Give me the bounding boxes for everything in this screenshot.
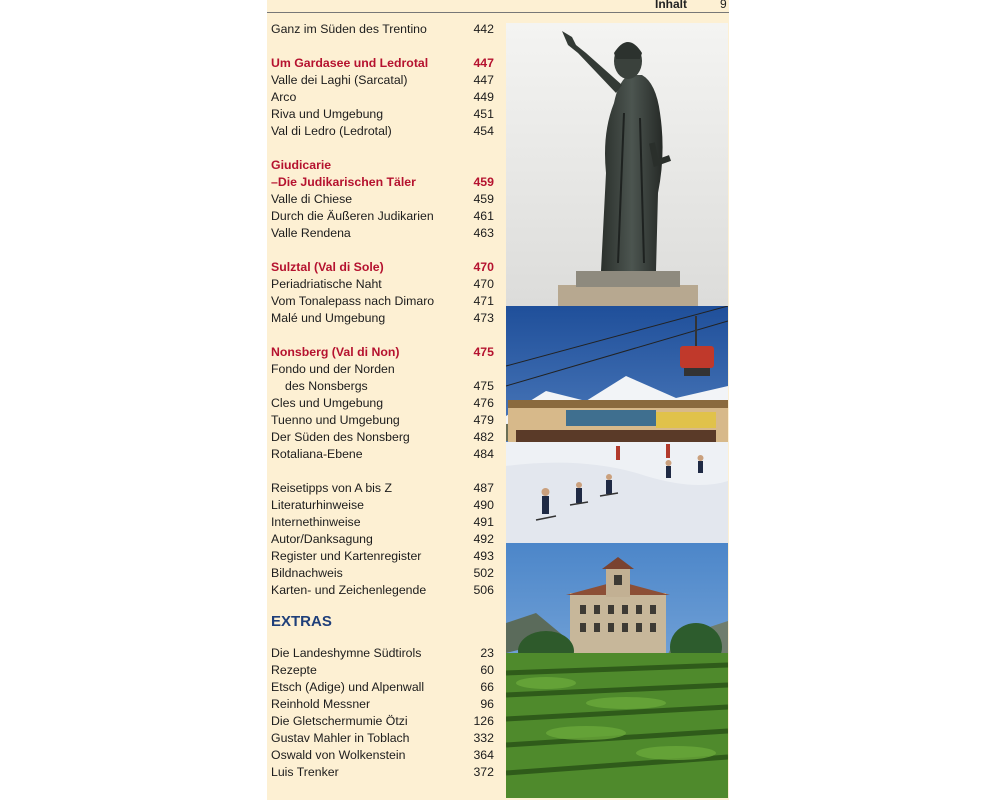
toc-entry-page: 470 (473, 277, 494, 291)
toc-entry-page: 23 (480, 646, 494, 660)
toc-entry[interactable] (271, 72, 494, 89)
toc-entry-page: 482 (473, 430, 494, 444)
toc-entry-label: Giudicarie (271, 158, 332, 172)
toc-entry-label: Reinhold Messner (271, 697, 371, 711)
toc-entry[interactable] (271, 497, 494, 514)
toc-entry[interactable] (271, 191, 494, 208)
toc-entry-page: 449 (473, 90, 494, 104)
toc-entry-label: Karten- und Zeichenlegende (271, 583, 427, 597)
toc-entry-label: Register und Kartenregister (271, 549, 422, 563)
toc-entry[interactable] (271, 208, 494, 225)
toc-entry-page: 484 (473, 447, 494, 461)
toc-entry[interactable] (271, 531, 494, 548)
toc-entry-label: Rotaliana-Ebene (271, 447, 363, 461)
toc-entry[interactable] (271, 412, 494, 429)
toc-entry-page: 126 (473, 714, 494, 728)
toc-entry-page: 454 (473, 124, 494, 138)
toc-entry-page: 479 (473, 413, 494, 427)
toc-entry-page: 473 (473, 311, 494, 325)
toc-entry-page: 447 (473, 73, 494, 87)
toc-entry-label: Val di Ledro (Ledrotal) (271, 124, 392, 138)
toc-entry-page: 451 (473, 107, 494, 121)
toc-entry-page: 459 (473, 192, 494, 206)
toc-entry-label: Reisetipps von A bis Z (271, 481, 392, 495)
toc-entry-page: 442 (473, 22, 494, 36)
toc-entry-page: 463 (473, 226, 494, 240)
toc-entry-label: Rezepte (271, 663, 317, 677)
toc-entry[interactable] (271, 310, 494, 327)
toc-entry[interactable] (271, 89, 494, 106)
toc-entry-label: Die Gletschermumie Ötzi (271, 714, 408, 728)
toc-entry[interactable] (271, 123, 494, 140)
toc-entry-label: Oswald von Wolkenstein (271, 748, 406, 762)
toc-entry-label: Internethinweise (271, 515, 361, 529)
toc-entry-page: 372 (473, 765, 494, 779)
toc-entry-page: 459 (473, 175, 494, 189)
toc-entry[interactable] (271, 548, 494, 565)
table-of-contents (271, 21, 494, 781)
toc-entry[interactable] (271, 395, 494, 412)
book-page (267, 0, 729, 800)
toc-entry-label: Fondo und der Norden (271, 362, 395, 376)
spacer (271, 463, 494, 480)
toc-entry-label: Sulztal (Val di Sole) (271, 260, 384, 274)
toc-entry-label: Literaturhinweise (271, 498, 364, 512)
toc-entry-label: Cles und Umgebung (271, 396, 384, 410)
toc-entry-page: 364 (473, 748, 494, 762)
toc-entry-label: Durch die Äußeren Judikarien (271, 209, 434, 223)
toc-entry[interactable] (271, 276, 494, 293)
toc-entry-label: Arco (271, 90, 297, 104)
toc-entry-page: 471 (473, 294, 494, 308)
toc-entry[interactable] (271, 565, 494, 582)
extras-entry[interactable] (271, 662, 494, 679)
toc-entry-label: Ganz im Süden des Trentino (271, 22, 427, 36)
toc-entry-page: 447 (473, 56, 494, 70)
toc-entry-page: 475 (473, 345, 494, 359)
toc-entry[interactable] (271, 480, 494, 497)
toc-entry-page: 490 (473, 498, 494, 512)
toc-entry-page: 492 (473, 532, 494, 546)
toc-entry-page: 506 (473, 583, 494, 597)
extras-entry[interactable] (271, 764, 494, 781)
toc-entry-page: 470 (473, 260, 494, 274)
toc-entry-page: 475 (473, 379, 494, 393)
toc-entry-page: 476 (473, 396, 494, 410)
toc-entry[interactable] (271, 378, 494, 395)
toc-entry-label: Periadriatische Naht (271, 277, 382, 291)
spacer (271, 242, 494, 259)
toc-entry-label: Valle Rendena (271, 226, 351, 240)
toc-entry-page: 96 (480, 697, 494, 711)
toc-entry-label: Riva und Umgebung (271, 107, 384, 121)
toc-entry[interactable] (271, 361, 494, 378)
toc-entry-label: Gustav Mahler in Toblach (271, 731, 410, 745)
castle-photo (506, 543, 728, 798)
toc-section-heading[interactable] (271, 55, 494, 72)
toc-entry-label: –Die Judikarischen Täler (271, 175, 416, 189)
extras-entry[interactable] (271, 713, 494, 730)
toc-entry-label: Etsch (Adige) und Alpenwall (271, 680, 425, 694)
extras-entry[interactable] (271, 696, 494, 713)
header-page-number: 9 (720, 0, 727, 11)
spacer (271, 327, 494, 344)
toc-entry[interactable] (271, 582, 494, 599)
toc-entry[interactable] (271, 293, 494, 310)
toc-section-heading[interactable] (271, 174, 494, 191)
header-title: Inhalt (655, 0, 687, 11)
toc-entry-label: Um Gardasee und Ledrotal (271, 56, 429, 70)
toc-entry-page: 491 (473, 515, 494, 529)
toc-entry-label: Bildnachweis (271, 566, 343, 580)
extras-entry[interactable] (271, 730, 494, 747)
toc-entry-label: des Nonsbergs (285, 379, 368, 393)
toc-entry-label: Nonsberg (Val di Non) (271, 345, 400, 359)
extras-entry[interactable] (271, 679, 494, 696)
statue-photo (506, 23, 728, 306)
toc-entry-label: Valle dei Laghi (Sarcatal) (271, 73, 408, 87)
toc-entry[interactable] (271, 21, 494, 38)
extras-entry[interactable] (271, 747, 494, 764)
toc-entry-label: Autor/Danksagung (271, 532, 373, 546)
toc-entry-label: Die Landeshymne Südtirols (271, 646, 422, 660)
toc-entry-page: 502 (473, 566, 494, 580)
toc-entry-label: Luis Trenker (271, 765, 339, 779)
toc-entry-label: Malé und Umgebung (271, 311, 386, 325)
photo-column (506, 23, 728, 798)
toc-entry-page: 461 (473, 209, 494, 223)
toc-entry[interactable] (271, 446, 494, 463)
toc-entry-page: 66 (480, 680, 494, 694)
toc-entry-page: 332 (473, 731, 494, 745)
extras-heading: EXTRAS (271, 613, 332, 630)
toc-section-heading[interactable] (271, 157, 494, 174)
toc-entry-label: Tuenno und Umgebung (271, 413, 400, 427)
toc-entry[interactable] (271, 106, 494, 123)
toc-entry-label: Vom Tonalepass nach Dimaro (271, 294, 435, 308)
toc-section-heading[interactable] (271, 344, 494, 361)
toc-entry-page: 487 (473, 481, 494, 495)
toc-entry[interactable] (271, 225, 494, 242)
spacer (271, 140, 494, 157)
page-header (267, 0, 729, 13)
toc-entry[interactable] (271, 429, 494, 446)
toc-entry-label: Der Süden des Nonsberg (271, 430, 410, 444)
extras-entry[interactable] (271, 645, 494, 662)
toc-entry-label: Valle di Chiese (271, 192, 353, 206)
toc-entry[interactable] (271, 514, 494, 531)
spacer (271, 38, 494, 55)
toc-entry-page: 60 (480, 663, 494, 677)
toc-section-heading[interactable] (271, 259, 494, 276)
toc-entry-page: 493 (473, 549, 494, 563)
ski-resort-photo (506, 306, 728, 543)
